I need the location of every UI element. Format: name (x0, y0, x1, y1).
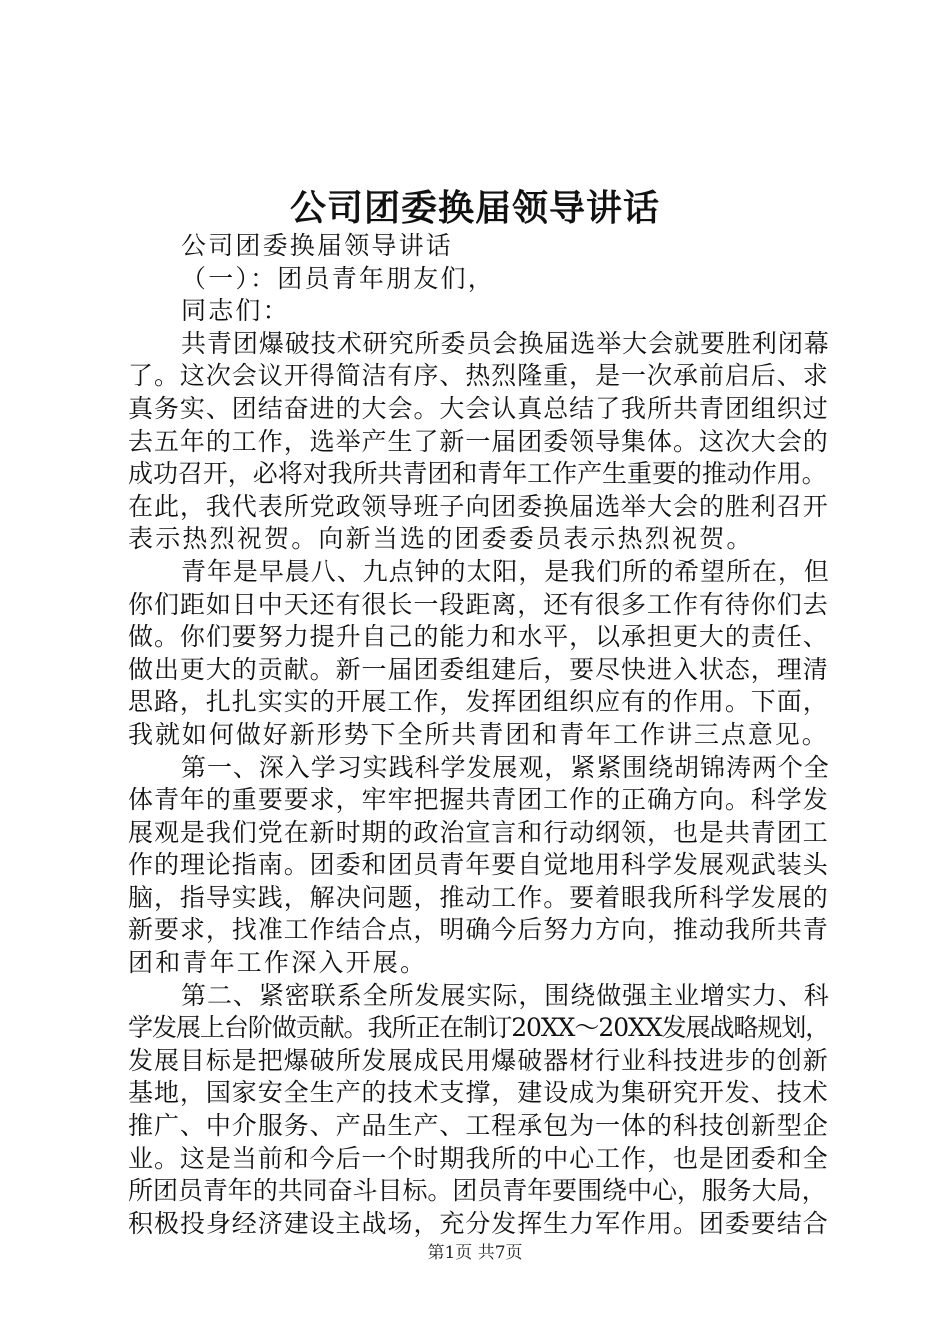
text-line: 真务实、团结奋进的大会。大会认真总结了我所共青团组织过 (128, 393, 829, 423)
text-line: 公司团委换届领导讲话 (181, 231, 454, 260)
text-line: 你们距如日中天还有很长一段距离，还有很多工作有待你们去 (128, 589, 829, 619)
text-line: 学发展上台阶做贡献。我所正在制订20XX～20XX发展战略规划， (128, 1013, 830, 1043)
text-line: 在此，我代表所党政领导班子向团委换届选举大会的胜利召开 (128, 491, 829, 521)
text-line: 积极投身经济建设主战场，充分发挥生力军作用。团委要结合 (128, 1208, 829, 1238)
document-body (128, 230, 832, 1240)
text-line: 去五年的工作，选举产生了新一届团委领导集体。这次大会的 (128, 426, 829, 456)
text-line: 作的理论指南。团委和团员青年要自觉地用科学发展观武装头 (128, 850, 829, 880)
text-line: 基地，国家安全生产的技术支撑，建设成为集研究开发、技术 (128, 1078, 829, 1108)
text-line: 我就如何做好新形势下全所共青团和青年工作讲三点意见。 (128, 719, 829, 749)
document-title: 公司团委换届领导讲话 (289, 187, 660, 229)
text-line: 共青团爆破技术研究所委员会换届选举大会就要胜利闭幕 (181, 328, 830, 358)
text-line: 业。这是当前和今后一个时期我所的中心工作，也是团委和全 (128, 1143, 829, 1173)
text-line: 做。你们要努力提升自己的能力和水平，以承担更大的责任、 (128, 622, 829, 652)
text-line: 表示热烈祝贺。向新当选的团委委员表示热烈祝贺。 (128, 524, 754, 554)
page-footer: 第1页 共7页 (427, 1243, 523, 1263)
text-line: 体青年的重要要求，牢牢把握共青团工作的正确方向。科学发 (128, 785, 829, 815)
text-line: 第二、紧密联系全所发展实际，围绕做强主业增实力、科 (181, 980, 830, 1010)
text-line: 所团员青年的共同奋斗目标。团员青年要围绕中心，服务大局， (128, 1176, 827, 1206)
text-line: 青年是早晨八、九点钟的太阳，是我们所的希望所在，但 (181, 556, 830, 586)
text-line: 思路，扎扎实实的开展工作，发挥团组织应有的作用。下面， (128, 687, 829, 717)
text-line: 做出更大的贡献。新一届团委组建后，要尽快进入状态，理清 (128, 654, 829, 684)
text-line: （一）：团员青年朋友们， (181, 263, 495, 293)
text-line: 团和青年工作深入开展。 (128, 948, 428, 978)
text-line: 了。这次会议开得简洁有序、热烈隆重，是一次承前启后、求 (128, 361, 829, 391)
text-line: 新要求，找准工作结合点，明确今后努力方向，推动我所共青 (128, 915, 829, 945)
text-line: 同志们： (181, 296, 290, 326)
text-line: 展观是我们党在新时期的政治宣言和行动纲领，也是共青团工 (128, 817, 829, 847)
text-line: 成功召开，必将对我所共青团和青年工作产生重要的推动作用。 (128, 459, 827, 489)
text-line: 第一、深入学习实践科学发展观，紧紧围绕胡锦涛两个全 (181, 752, 830, 782)
text-line: 脑，指导实践，解决问题，推动工作。要着眼我所科学发展的 (128, 882, 829, 912)
text-line: 发展目标是把爆破所发展成民用爆破器材行业科技进步的创新 (128, 1045, 829, 1075)
text-line: 推广、中介服务、产品生产、工程承包为一体的科技创新型企 (128, 1111, 829, 1141)
